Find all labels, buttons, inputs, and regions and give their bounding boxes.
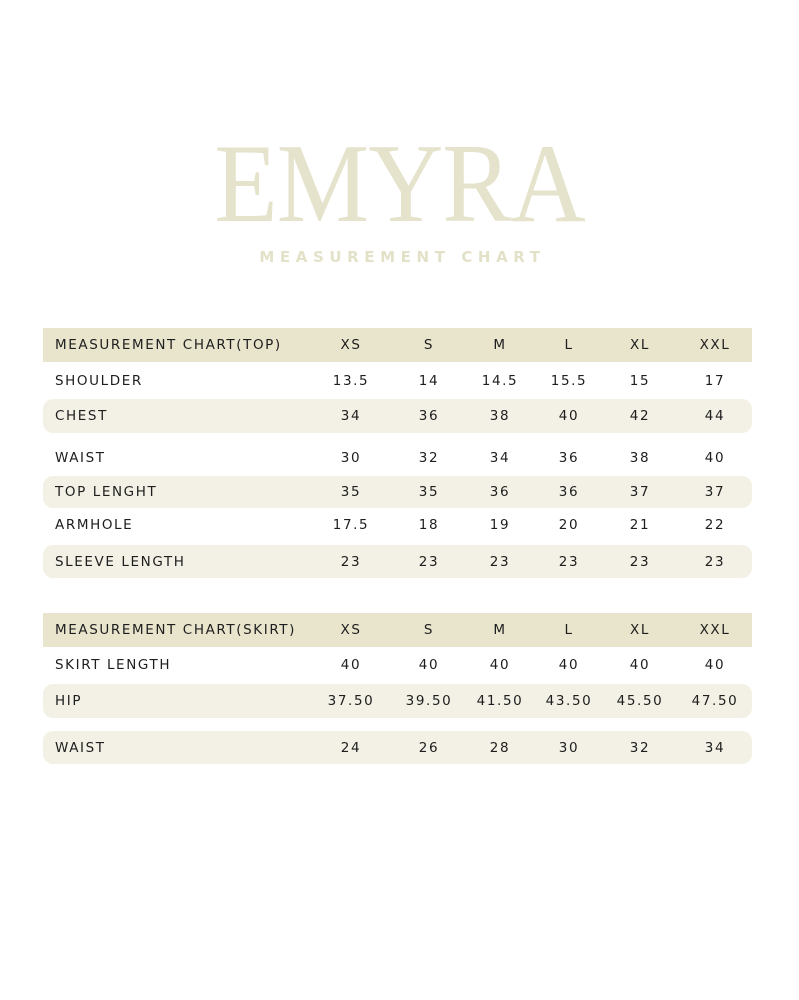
table-cell: 36 [418, 408, 440, 424]
table-row-skirt-waist [43, 731, 752, 764]
table-cell: 23 [704, 553, 726, 570]
size-header-xs: XS [340, 337, 362, 353]
chart-subtitle: MEASUREMENT CHART [259, 248, 546, 266]
table-cell: 17 [704, 373, 726, 389]
table-cell: 24 [340, 739, 362, 756]
table-cell: 26 [418, 739, 440, 756]
skirt-table-title: MEASUREMENT CHART(SKIRT) [55, 622, 297, 638]
size-header-s: S [423, 622, 435, 638]
table-cell: 38 [489, 408, 511, 424]
table-cell: 37.50 [327, 693, 375, 709]
table-cell: 18 [418, 517, 440, 533]
size-header-xxl: XXL [699, 622, 731, 638]
table-cell: 14 [418, 373, 440, 389]
row-label: SLEEVE LENGTH [55, 553, 186, 570]
table-cell: 42 [629, 408, 651, 424]
table-cell: 47.50 [691, 693, 739, 709]
table-cell: 34 [704, 739, 726, 756]
table-cell: 40 [340, 657, 362, 673]
table-cell: 40 [704, 450, 726, 466]
size-header-xs: XS [340, 622, 362, 638]
table-row-skirt-length [43, 650, 752, 680]
table-cell: 23 [629, 553, 651, 570]
size-header-xl: XL [630, 337, 650, 353]
size-header-xl: XL [630, 622, 650, 638]
table-cell: 40 [704, 657, 726, 673]
table-cell: 14.5 [481, 373, 519, 389]
row-label: WAIST [55, 739, 106, 756]
table-cell: 43.50 [545, 693, 593, 709]
size-header-s: S [423, 337, 435, 353]
table-cell: 23 [340, 553, 362, 570]
size-header-xxl: XXL [699, 337, 731, 353]
table-row-armhole [43, 510, 752, 540]
table-row-shoulder [43, 366, 752, 396]
row-label: HIP [55, 693, 83, 709]
table-cell: 36 [558, 450, 580, 466]
table-cell: 39.50 [405, 693, 453, 709]
table-cell: 23 [558, 553, 580, 570]
row-label: CHEST [55, 408, 108, 424]
size-header-l: L [564, 337, 574, 353]
table-cell: 28 [489, 739, 511, 756]
table-cell: 37 [704, 484, 726, 500]
size-header-m: M [493, 337, 507, 353]
table-cell: 19 [489, 517, 511, 533]
table-cell: 20 [558, 517, 580, 533]
table-cell: 36 [489, 484, 511, 500]
table-cell: 15 [629, 373, 651, 389]
table-row-top-length [43, 476, 752, 508]
table-cell: 40 [558, 408, 580, 424]
table-cell: 32 [418, 450, 440, 466]
table-cell: 23 [489, 553, 511, 570]
table-cell: 38 [629, 450, 651, 466]
row-label: ARMHOLE [55, 517, 134, 533]
table-cell: 34 [340, 408, 362, 424]
top-table-header [43, 328, 752, 362]
table-row-waist [43, 443, 752, 473]
table-cell: 45.50 [616, 693, 664, 709]
table-cell: 32 [629, 739, 651, 756]
table-cell: 30 [558, 739, 580, 756]
table-cell: 40 [418, 657, 440, 673]
table-cell: 41.50 [476, 693, 524, 709]
table-cell: 30 [340, 450, 362, 466]
table-cell: 37 [629, 484, 651, 500]
row-label: TOP LENGHT [55, 484, 158, 500]
table-cell: 34 [489, 450, 511, 466]
table-cell: 35 [418, 484, 440, 500]
table-cell: 17.5 [332, 517, 370, 533]
size-header-l: L [564, 622, 574, 638]
table-row-sleeve-length [43, 545, 752, 578]
top-table-title: MEASUREMENT CHART(TOP) [55, 337, 282, 353]
table-cell: 13.5 [332, 373, 370, 389]
row-label: SKIRT LENGTH [55, 657, 172, 673]
row-label: WAIST [55, 450, 106, 466]
table-row-hip [43, 684, 752, 718]
table-cell: 23 [418, 553, 440, 570]
table-cell: 35 [340, 484, 362, 500]
table-cell: 22 [704, 517, 726, 533]
size-header-m: M [493, 622, 507, 638]
brand-logo: EMYRA [214, 121, 585, 246]
skirt-table-header [43, 613, 752, 647]
row-label: SHOULDER [55, 373, 143, 389]
table-cell: 21 [629, 517, 651, 533]
table-cell: 15.5 [550, 373, 588, 389]
table-cell: 36 [558, 484, 580, 500]
table-cell: 40 [558, 657, 580, 673]
table-row-chest [43, 399, 752, 433]
table-cell: 44 [704, 408, 726, 424]
table-cell: 40 [629, 657, 651, 673]
table-cell: 40 [489, 657, 511, 673]
